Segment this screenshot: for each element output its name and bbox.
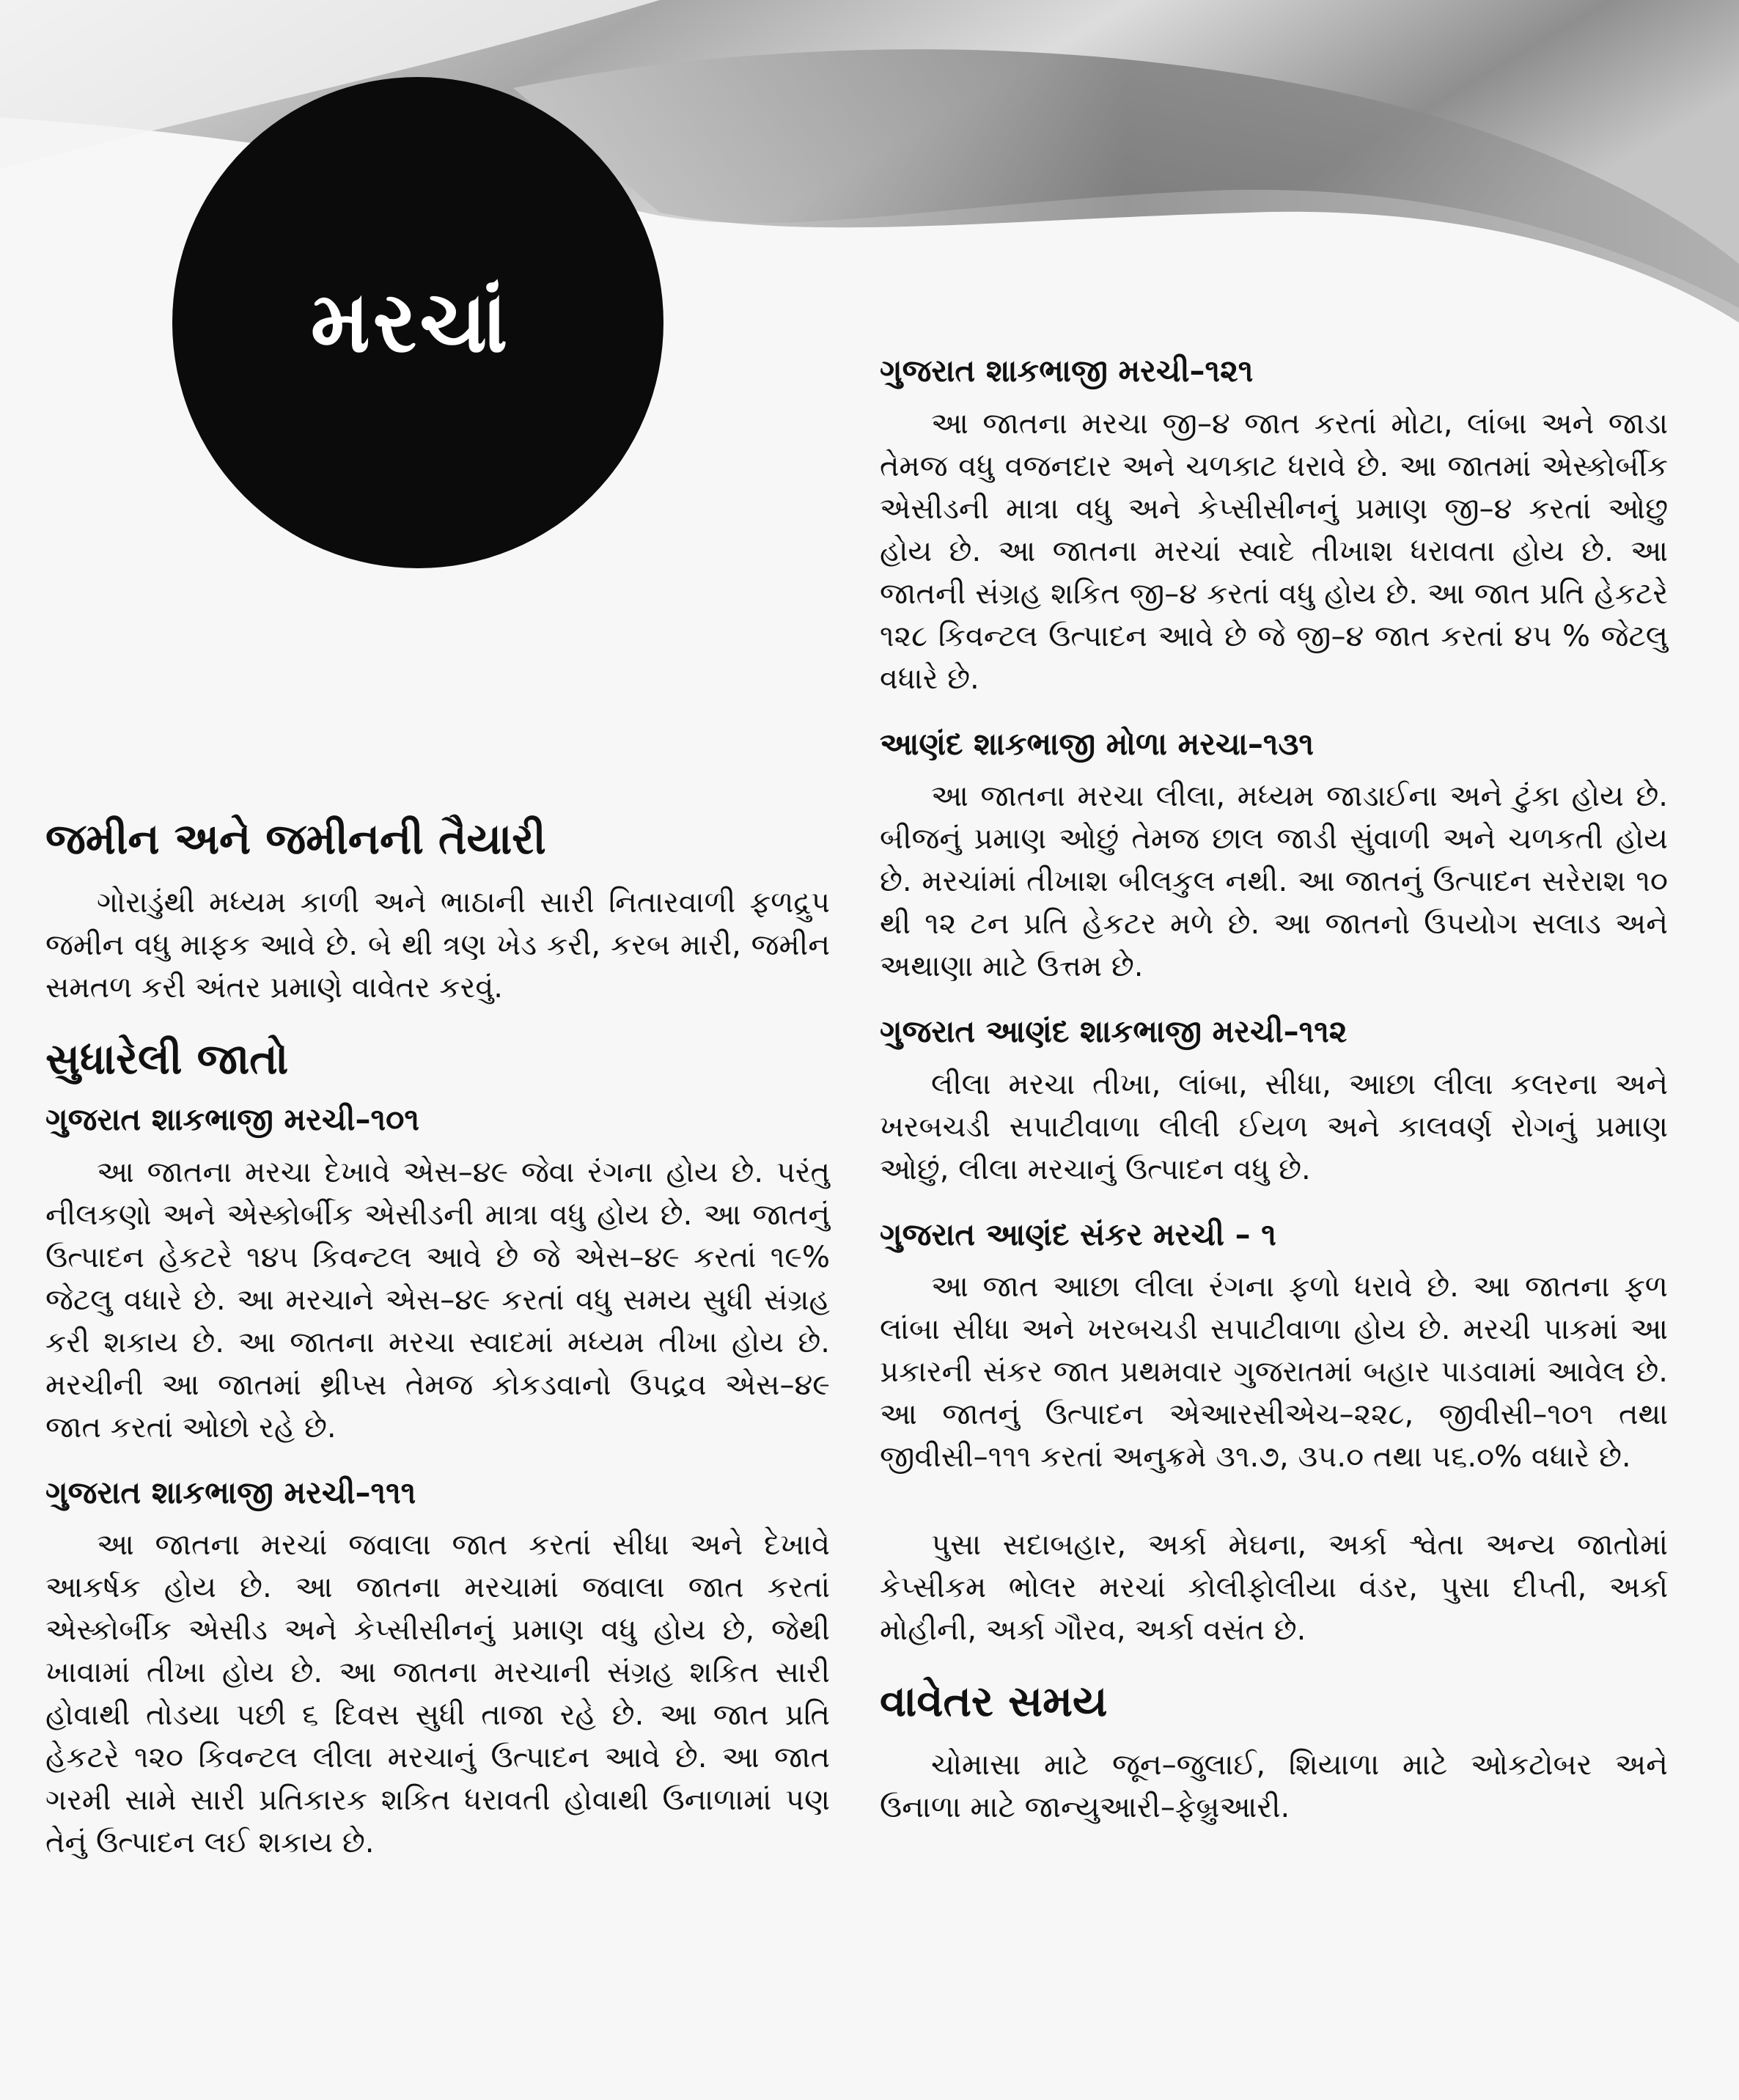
variety-131-paragraph: આ જાતના મરચા લીલા, મધ્યમ જાડાઈના અને ટુંકા હોય છે. બીજનું પ્રમાણ ઓછું તેમજ છાલ જાડી સુંવાળી અને ચળકતી હોય છે. મરચાંમાં તીખાશ બીલકુલ નથી. આ જાતનું ઉત્પાદન સરેરાશ ૧૦ થી ૧૨ ટન પ્રતિ હેકટર મળે છે. આ જાતનો ઉપયોગ સલાડ અને અથાણા માટે ઉત્તમ છે.	[880, 779, 1668, 983]
variety-121-paragraph: આ જાતના મરચા જી–૪ જાત કરતાં મોટા, લાંબા અને જાડા તેમજ વધુ વજનદાર અને ચળકાટ ધરાવે છે. આ જાતમાં એસ્કોર્બીક એસીડની માત્રા વધુ અને કેપ્સીસીનનું પ્રમાણ જી–૪ કરતાં ઓછુ હોય છે. આ જાતના મરચાં સ્વાદે તીખાશ ધરાવતા હોય છે. આ જાતની સંગ્રહ શકિત જી–૪ કરતાં વધુ હોય છે. આ જાત પ્રતિ હેકટરે ૧૨૮ કિવન્ટલ ઉત્પાદન આવે છે જે જી–૪ જાત કરતાં ૪૫ % જેટલુ વધારે છે.	[880, 406, 1668, 696]
left-column	[45, 814, 830, 1889]
sowing-time-paragraph: ચોમાસા માટે જૂન–જુલાઈ, શિયાળા માટે ઓકટોબર અને ઉનાળા માટે જાન્યુઆરી–ફેબ્રુઆરી.	[880, 1747, 1668, 1824]
variety-101-heading: ગુજરાત શાકભાજી મરચી–૧૦૧	[45, 1101, 419, 1138]
hybrid-1-paragraph: આ જાત આછા લીલા રંગના ફળો ધરાવે છે. આ જાતના ફળ લાંબા સીધા અને ખરબચડી સપાટીવાળા હોય છે. મરચી પાકમાં આ પ્રકારની સંકર જાત પ્રથમવાર ગુજરાતમાં બહાર પાડવામાં આવેલ છે. આ જાતનું ઉત્પાદન એઆરસીએચ–૨૨૮, જીવીસી–૧૦૧ તથા જીવીસી–૧૧૧ કરતાં અનુક્રમે ૩૧.૭, ૩૫.૦ તથા ૫૬.૦% વધારે છે.	[880, 1270, 1668, 1474]
other-varieties-paragraph: પુસા સદાબહાર, અર્કા મેઘના, અર્કા શ્વેતા અન્ય જાતોમાં કેપ્સીકમ ભોલર મરચાં કોલીફોલીયા વંડર, પુસા દીપ્તી, અર્કા મોહીની, અર્કા ગૌરવ, અર્કા વસંત છે.	[880, 1528, 1668, 1647]
land-heading: જમીન અને જમીનની તૈયારી	[45, 814, 546, 864]
land-paragraph: ગોરાડુંથી મધ્યમ કાળી અને ભાઠાની સારી નિતારવાળી ફળદ્રુપ જમીન વધુ માફક આવે છે. બે થી ત્રણ ખેડ કરી, કરબ મારી, જમીન સમતળ કરી અંતર પ્રમાણે વાવેતર કરવું.	[45, 885, 830, 1005]
variety-111-paragraph: આ જાતના મરચાં જવાલા જાત કરતાં સીધા અને દેખાવે આકર્ષક હોય છે. આ જાતના મરચામાં જવાલા જાત કરતાં એસ્કોર્બીક એસીડ અને કેપ્સીસીનનું પ્રમાણ વધુ હોય છે, જેથી ખાવામાં તીખા હોય છે. આ જાતના મરચાની સંગ્રહ શકિત સારી હોવાથી તોડયા પછી ૬ દિવસ સુધી તાજા રહે છે. આ જાત પ્રતિ હેકટરે ૧૨૦ કિવન્ટલ લીલા મરચાનું ઉત્પાદન આવે છે. આ જાત ગરમી સામે સારી પ્રતિકારક શકિત ધરાવતી હોવાથી ઉનાળામાં પણ તેનું ઉત્પાદન લઈ શકાય છે.	[45, 1528, 830, 1860]
sowing-time-heading: વાવેતર સમય	[880, 1676, 1108, 1726]
variety-112-heading: ગુજરાત આણંદ શાકભાજી મરચી–૧૧૨	[880, 1013, 1348, 1049]
spacer	[880, 1503, 1668, 1524]
page-title: મરચાં	[310, 273, 511, 372]
variety-111-heading: ગુજરાત શાકભાજી મરચી–૧૧૧	[45, 1474, 416, 1510]
title-badge	[172, 77, 663, 568]
hybrid-1-heading: ગુજરાત આણંદ સંકર મરચી – ૧	[880, 1216, 1276, 1252]
variety-131-heading: આણંદ શાકભાજી મોળા મરચા–૧૩૧	[880, 725, 1315, 762]
variety-112-paragraph: લીલા મરચા તીખા, લાંબા, સીધા, આછા લીલા કલરના અને ખરબચડી સપાટીવાળા લીલી ઈયળ અને કાલવર્ણ રોગનું પ્રમાણ ઓછું, લીલા મરચાનું ઉત્પાદન વધુ છે.	[880, 1067, 1668, 1186]
variety-101-paragraph: આ જાતના મરચા દેખાવે એસ–૪૯ જેવા રંગના હોય છે. પરંતુ નીલકણો અને એસ્કોર્બીક એસીડની માત્રા વધુ હોય છે. આ જાતનું ઉત્પાદન હેકટરે ૧૪૫ કિવન્ટલ આવે છે જે એસ–૪૯ કરતાં ૧૯% જેટલુ વધારે છે. આ મરચાને એસ–૪૯ કરતાં વધુ સમય સુધી સંગ્રહ કરી શકાય છે. આ જાતના મરચા સ્વાદમાં મધ્યમ તીખા હોય છે. મરચીની આ જાતમાં થ્રીપ્સ તેમજ કોકડવાનો ઉપદ્રવ એસ–૪૯ જાત કરતાં ઓછો રહે છે.	[45, 1155, 830, 1444]
varieties-heading: સુધારેલી જાતો	[45, 1033, 289, 1084]
variety-121-heading: ગુજરાત શાકભાજી મરચી–૧૨૧	[880, 353, 1254, 389]
right-column	[880, 352, 1668, 1854]
